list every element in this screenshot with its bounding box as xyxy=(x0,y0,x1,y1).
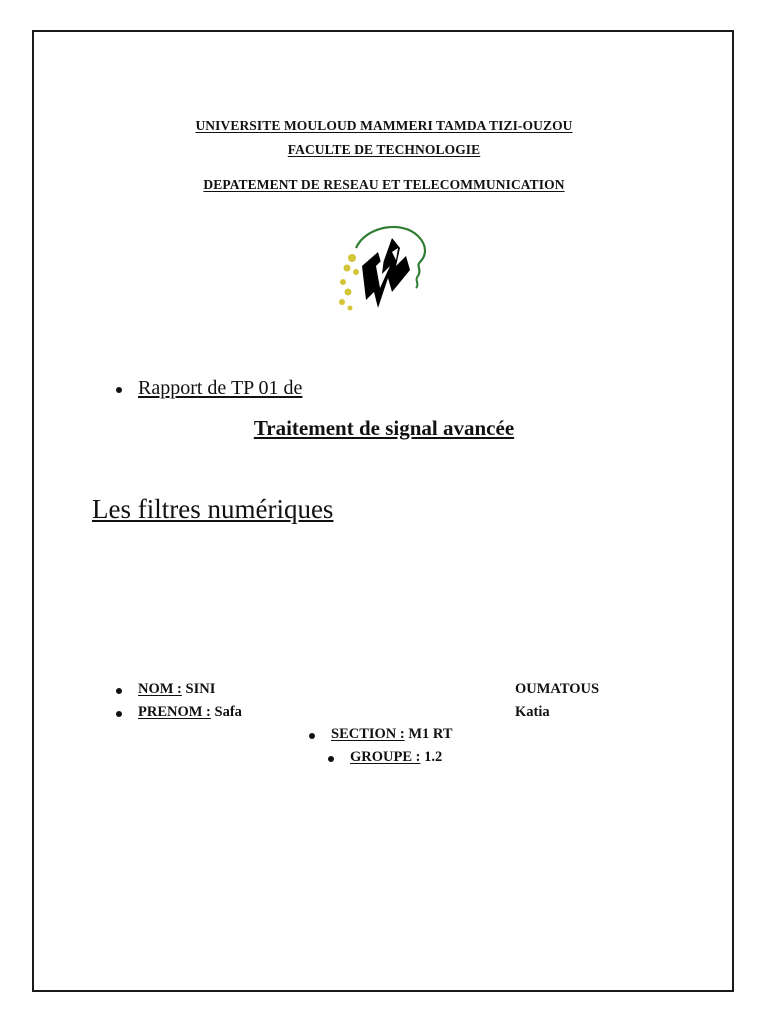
section-row xyxy=(331,726,453,743)
prenom-row xyxy=(138,704,242,721)
nom-bullet xyxy=(116,688,122,694)
faculty-name: FACULTE DE TECHNOLOGIE xyxy=(287,142,481,157)
groupe-row xyxy=(350,749,442,766)
prenom-value: Safa xyxy=(214,704,242,720)
groupe-bullet xyxy=(328,756,334,762)
report-bullet xyxy=(116,387,122,393)
section-bullet xyxy=(309,733,315,739)
nom-label: NOM : xyxy=(138,681,182,697)
prenom-label: PRENOM : xyxy=(138,704,211,720)
report-line: Rapport de TP 01 de xyxy=(138,377,303,399)
university-name: UNIVERSITE MOULOUD MAMMERI TAMDA TIZI-OUZOU xyxy=(195,118,573,133)
prenom-value-2: Katia xyxy=(515,704,550,720)
document-title: Les filtres numériques xyxy=(92,494,334,524)
nom-value-2: OUMATOUS xyxy=(515,681,600,697)
university-emblem-icon xyxy=(330,222,440,314)
nom-value: SINI xyxy=(185,681,216,697)
groupe-label: GROUPE : xyxy=(350,749,421,765)
groupe-value: 1.2 xyxy=(424,749,443,765)
section-value: M1 RT xyxy=(408,726,453,742)
department-name: DEPATEMENT DE RESEAU ET TELECOMMUNICATION xyxy=(203,177,565,192)
course-title: Traitement de signal avancée xyxy=(253,416,515,440)
nom-row xyxy=(138,681,215,698)
section-label: SECTION : xyxy=(331,726,405,742)
prenom-bullet xyxy=(116,711,122,717)
